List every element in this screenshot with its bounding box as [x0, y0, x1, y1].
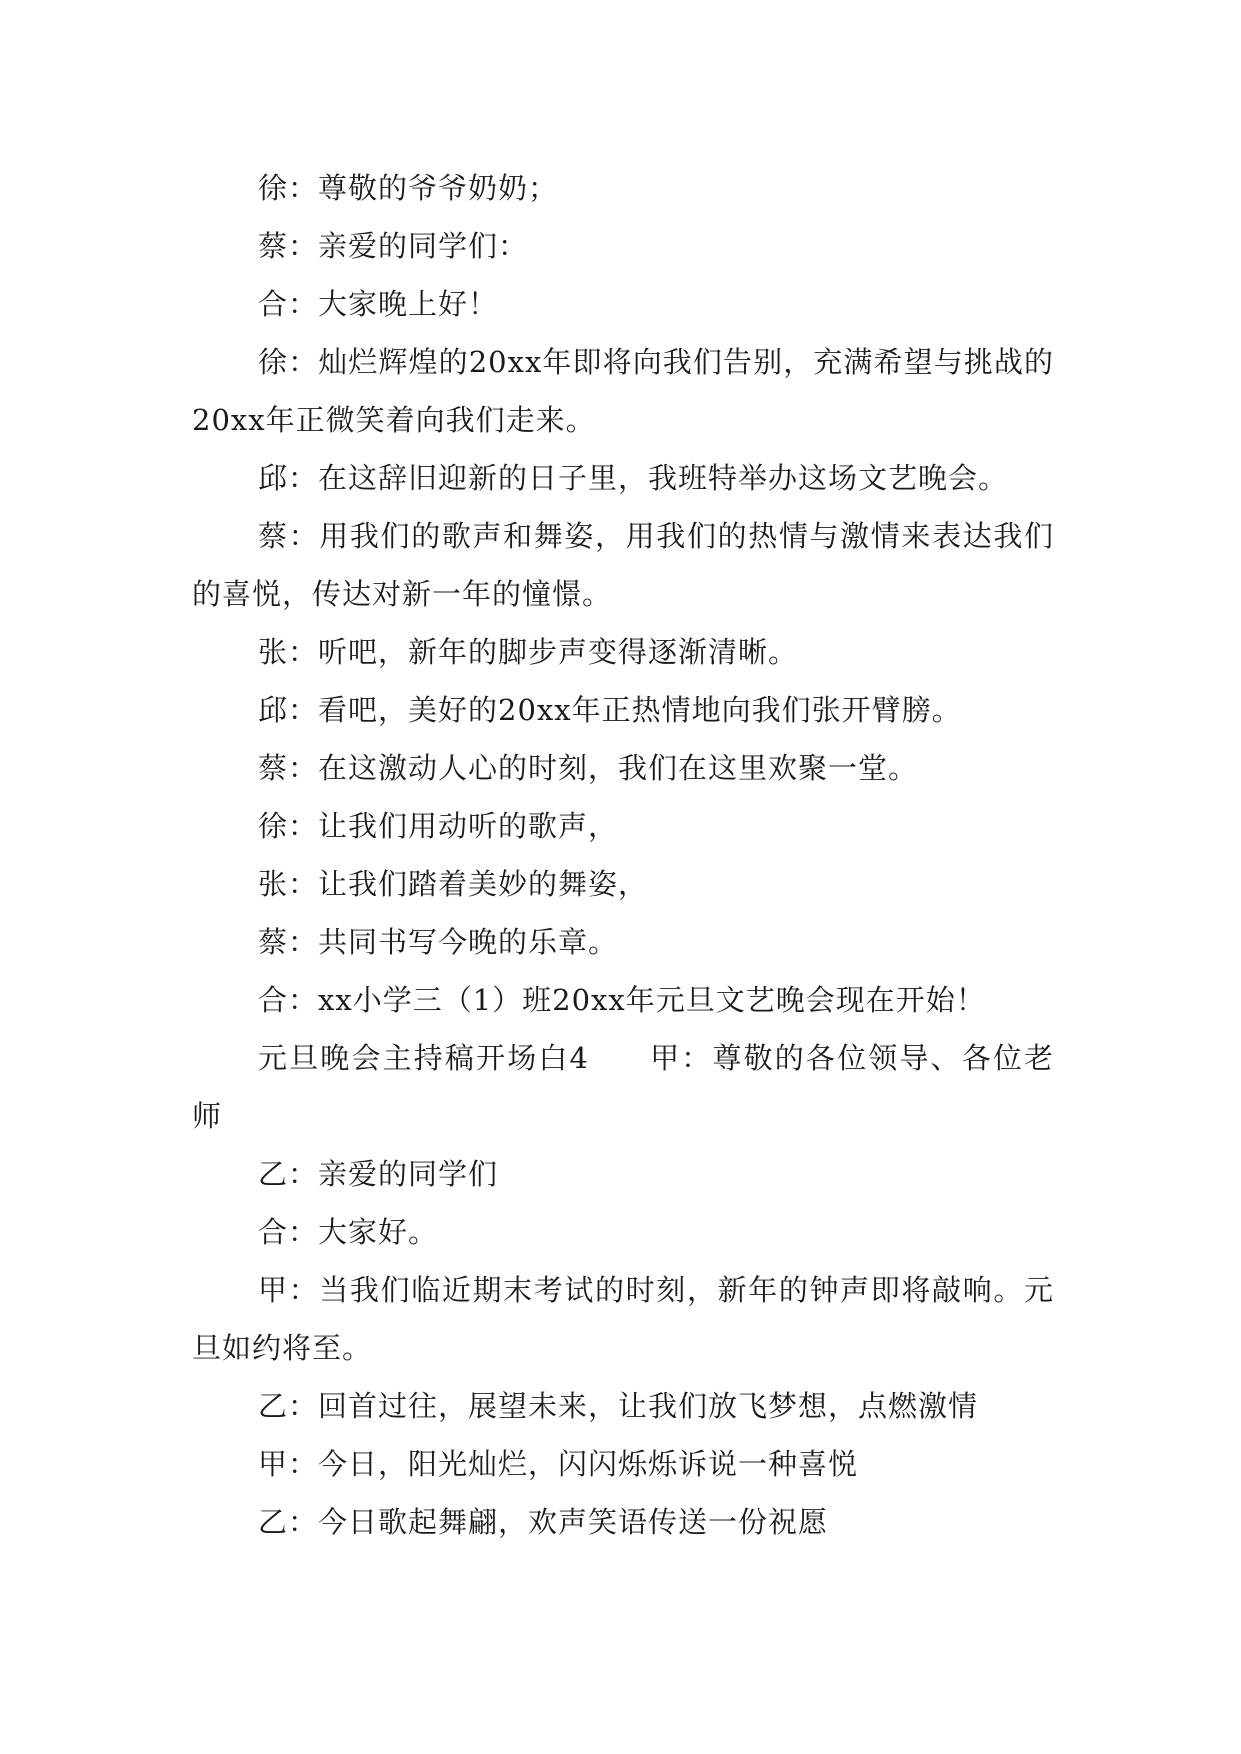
paragraph-15: 合：大家好。 — [258, 1215, 439, 1249]
paragraph-16: 甲：当我们临近期末考试的时刻，新年的钟声即将敲响。元旦如约将至。 — [192, 1273, 1054, 1365]
paragraph-5: 邱：在这辞旧迎新的日子里，我班特举办这场文艺晚会。 — [258, 461, 1009, 495]
paragraph-9: 蔡：在这激动人心的时刻，我们在这里欢聚一堂。 — [258, 751, 919, 785]
paragraph-18: 甲：今日，阳光灿烂，闪闪烁烁诉说一种喜悦 — [258, 1447, 859, 1481]
paragraph-10: 徐：让我们用动听的歌声， — [258, 809, 619, 843]
paragraph-14: 乙：亲爱的同学们 — [258, 1157, 499, 1191]
paragraph-19: 乙：今日歌起舞翩，欢声笑语传送一份祝愿 — [258, 1505, 829, 1539]
section-heading-line — [192, 1029, 1054, 1145]
paragraph-2: 蔡：亲爱的同学们： — [258, 229, 529, 263]
paragraph-8: 邱：看吧，美好的20xx年正热情地向我们张开臂膀。 — [258, 693, 962, 727]
paragraph-11: 张：让我们踏着美妙的舞姿， — [258, 867, 649, 901]
section-first-line: 甲：尊敬的各位领导、各位老师 — [192, 1041, 1054, 1133]
paragraph-4: 徐：灿烂辉煌的20xx年即将向我们告别，充满希望与挑战的20xx年正微笑着向我们走来。 — [192, 345, 1054, 437]
paragraph-3: 合：大家晚上好！ — [258, 287, 499, 321]
paragraph-13: 合：xx小学三（1）班20xx年元旦文艺晚会现在开始！ — [258, 983, 986, 1017]
paragraph-17: 乙：回首过往，展望未来，让我们放飞梦想，点燃激情 — [258, 1389, 979, 1423]
section-title: 元旦晚会主持稿开场白4 — [258, 1041, 589, 1075]
paragraph-12: 蔡：共同书写今晚的乐章。 — [258, 925, 619, 959]
paragraph-6: 蔡：用我们的歌声和舞姿，用我们的热情与激情来表达我们的喜悦，传达对新一年的憧憬。 — [192, 519, 1054, 611]
paragraph-1: 徐：尊敬的爷爷奶奶； — [258, 171, 559, 205]
paragraph-7: 张：听吧，新年的脚步声变得逐渐清晰。 — [258, 635, 799, 669]
document-body — [192, 159, 1054, 1551]
